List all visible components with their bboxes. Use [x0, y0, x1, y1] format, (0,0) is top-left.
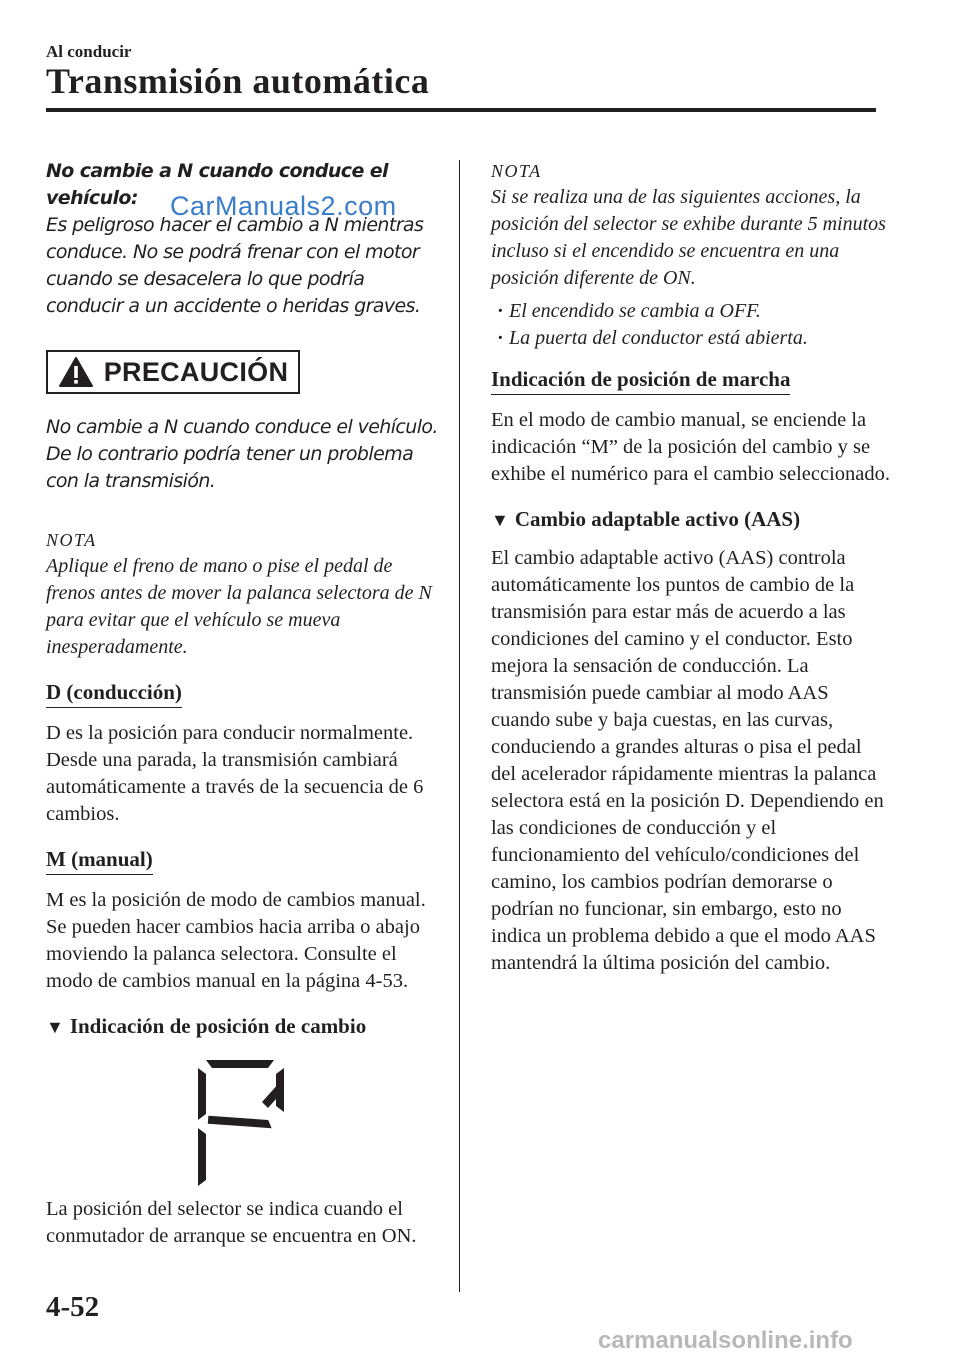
gear-indication-heading: Indicación de posición de marcha — [491, 366, 790, 395]
manual-heading: M (manual) — [46, 846, 153, 875]
gear-indication-text: En el modo de cambio manual, se enciende la indicación “M” de la posición del cambio y se exhibe el numérico para el cambio seleccionado. — [491, 409, 890, 485]
watermark-top: CarManuals2.com — [170, 191, 397, 221]
note-bullets — [491, 298, 891, 352]
drive-heading: D (conducción) — [46, 679, 182, 708]
list-item: · El encendido se cambia a OFF. — [491, 298, 891, 325]
note-label-right: NOTA — [491, 161, 542, 181]
aas-heading: Cambio adaptable activo (AAS) — [514, 507, 801, 531]
shift-indication-heading: Indicación de posición de cambio — [69, 1014, 367, 1038]
caution-label: PRECAUCIÓN — [103, 356, 289, 387]
warning-block — [46, 158, 446, 320]
segment-display-P-icon — [192, 1058, 292, 1188]
column-divider — [459, 160, 460, 1292]
segment-display — [192, 1058, 292, 1188]
watermark-bottom: carmanualsonline.info — [598, 1327, 853, 1354]
page-number: 4-52 — [46, 1291, 100, 1323]
aas-text: El cambio adaptable activo (AAS) controla automáticamente los puntos de cambio de la transmisión para estar más de acuerdo a las condiciones del camino y el conductor. Esto mejora la sensación de conducción. La transmisión puede cambiar al modo AAS cuando sube y baja cuestas, en las curvas, conduciendo a grandes alturas o pisa el pedal del acelerador rápidamente mientras la palanca selectora está en la posición D. Dependiendo en las condiciones de conducción y el funcionamiento del vehículo/condiciones del camino, los cambios podrían demorarse o podrían no funcionar, sin embargo, esto no indica un problema debido a que el modo AAS mantendrá la última posición del cambio. — [491, 547, 884, 974]
manual-text: M es la posición de modo de cambios manual. Se pueden hacer cambios hacia arriba o abajo moviendo la palanca selectora. Consulte el modo de cambios manual en la página 4-53. — [46, 889, 426, 992]
warning-triangle-icon — [58, 356, 94, 388]
triangle-down-icon: ▼ — [46, 1017, 64, 1037]
note-text: Aplique el freno de mano o pise el pedal de frenos antes de mover la palanca selectora de N para evitar que el vehículo se mueva inesperadamente. — [46, 555, 432, 658]
right-column — [491, 158, 891, 977]
shift-indication-heading-row — [46, 1013, 446, 1040]
note-label: NOTA — [46, 530, 97, 550]
drive-text: D es la posición para conducir normalmente. Desde una parada, la transmisión cambiará automáticamente a través de la secuencia de 6 cambios. — [46, 722, 424, 825]
warning-bold-text: No cambie a N cuando conduce el vehículo: — [46, 160, 388, 209]
title-rule — [46, 108, 876, 112]
page-title: Transmisión automática — [46, 61, 430, 101]
caution-box — [46, 350, 300, 394]
warning-text: Es peligroso hacer el cambio a N mientras conduce. No se podrá frenar con el motor cuando se desacelera lo que podría conducir a un accidente o heridas graves. — [46, 214, 424, 317]
list-item: · La puerta del conductor está abierta. — [491, 325, 891, 352]
left-column — [46, 158, 446, 1250]
aas-heading-row — [491, 506, 891, 533]
note-text-right: Si se realiza una de las siguientes acciones, la posición del selector se exhibe durante 5 minutos incluso si el encendido se encuentra en una posición diferente de ON. — [491, 186, 886, 289]
section-label: Al conducir — [46, 42, 132, 61]
triangle-down-icon: ▼ — [491, 510, 509, 530]
shift-indication-text: La posición del selector se indica cuando el conmutador de arranque se encuentra en ON. — [46, 1198, 417, 1247]
caution-text: No cambie a N cuando conduce el vehículo. De lo contrario podría tener un problema con la transmisión. — [46, 416, 438, 492]
